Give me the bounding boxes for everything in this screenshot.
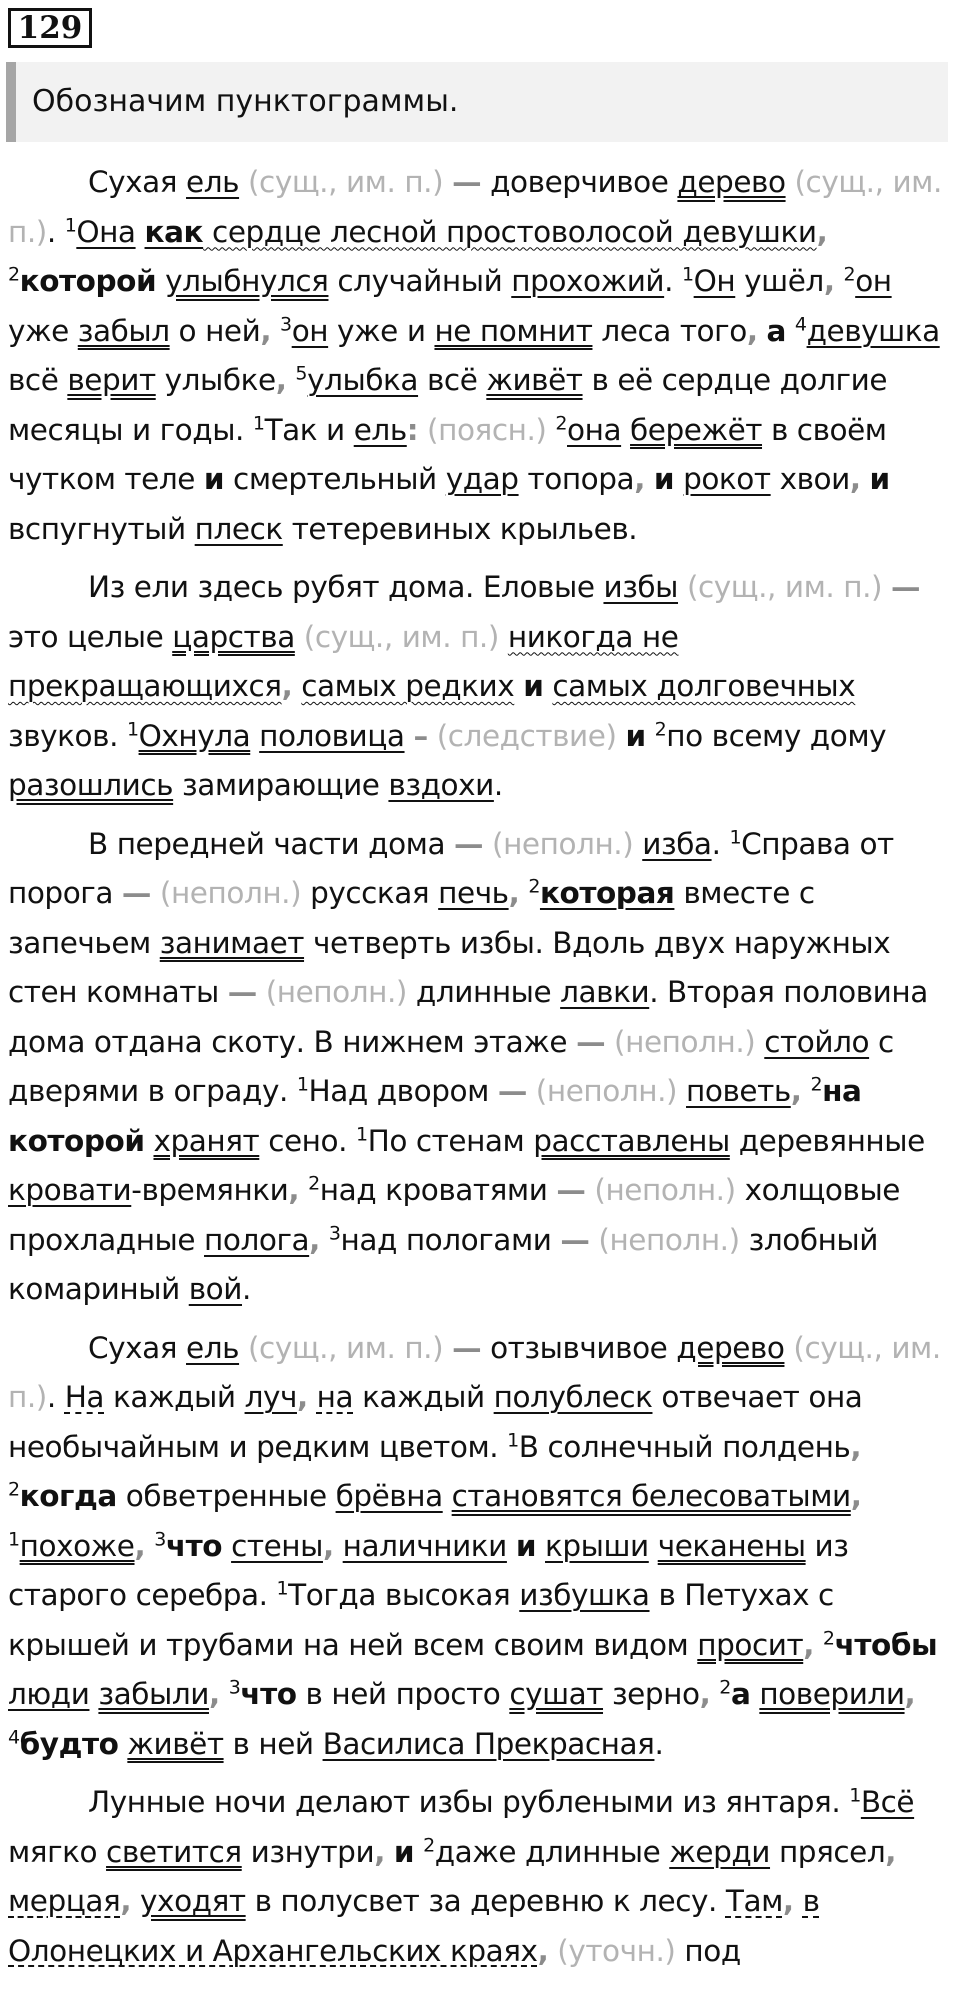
- annotation: (сущ., им. п.): [678, 570, 883, 604]
- annotation: (сущ., им. п.): [239, 1330, 444, 1365]
- text-segment: это целые: [8, 619, 173, 654]
- clause-number: 1: [126, 718, 139, 741]
- text-segment: топора: [518, 462, 635, 496]
- text-segment: хвои: [770, 462, 850, 496]
- text-segment: [514, 669, 523, 703]
- predicate: уходят: [140, 1884, 246, 1918]
- text-segment: изнутри: [241, 1834, 375, 1869]
- text-segment: отзывчивое: [481, 1330, 677, 1365]
- subject: прохожий: [511, 264, 665, 298]
- text-segment: четверть избы. Вдоль двух наружных стен комнаты: [8, 925, 891, 1009]
- text-segment: вспугнутый: [8, 511, 195, 546]
- subject: полога: [204, 1222, 310, 1257]
- clause-number: 2: [822, 1627, 835, 1650]
- text-segment: вместе с запечьем: [8, 876, 815, 960]
- punctuation-mark: ,: [281, 669, 293, 703]
- text-segment: .: [711, 826, 730, 861]
- text-segment: .: [46, 214, 65, 249]
- dash-mark: —: [454, 826, 484, 861]
- text-segment: леса того: [592, 313, 747, 348]
- text-segment: [222, 1529, 231, 1563]
- predicate: бережёт: [630, 412, 763, 447]
- conjunction: и: [523, 669, 544, 703]
- text-segment: по всему дому: [666, 718, 887, 753]
- text-segment: В передней части дома: [88, 826, 455, 861]
- text-segment: [710, 1677, 719, 1711]
- text-segment: [758, 314, 767, 348]
- text-segment: [621, 413, 630, 447]
- text-segment: Сухая: [88, 165, 187, 199]
- text-segment: из старого серебра.: [8, 1528, 849, 1612]
- subject: Василиса Прекрасная: [322, 1726, 655, 1761]
- paragraph: [8, 1778, 952, 1976]
- punctuation-mark: ,: [322, 1528, 334, 1563]
- subject: наличники: [342, 1528, 507, 1563]
- predicate: живёт: [127, 1726, 224, 1761]
- text-segment: [861, 462, 870, 496]
- annotation: (неполн.): [483, 826, 634, 861]
- text-segment: Сухая: [88, 1330, 187, 1365]
- text-segment: .: [493, 768, 503, 802]
- punctuation-mark: ,: [634, 462, 645, 496]
- dash-mark: —: [452, 165, 482, 199]
- text-segment: звуков.: [8, 718, 127, 753]
- predicate: Охнула: [138, 718, 251, 753]
- conjunction: и: [393, 1834, 415, 1869]
- punctuation-mark: ,: [134, 1528, 146, 1563]
- text-segment: смертельный: [224, 462, 446, 496]
- subject: на: [316, 1380, 354, 1414]
- punctuation-mark: ,: [260, 313, 272, 348]
- predicate: разошлись: [8, 768, 174, 802]
- text-segment: всё: [8, 363, 68, 397]
- text-segment: .: [242, 1272, 251, 1306]
- subject: Всё: [860, 1785, 915, 1819]
- text-segment: в Петухах с крышей и трубами на ней всем своим видом: [8, 1578, 834, 1662]
- punctuation-mark: ,: [120, 1884, 132, 1918]
- conjunction: когда: [19, 1479, 117, 1513]
- text-segment: Над двором: [308, 1074, 498, 1108]
- text-segment: обветренные: [116, 1479, 336, 1513]
- punctuation-mark: ,: [850, 1479, 862, 1513]
- text-segment: [750, 1677, 759, 1711]
- clause-number: 1: [729, 826, 742, 849]
- text-segment: [385, 1835, 394, 1869]
- subject: стены: [231, 1528, 323, 1563]
- annotation: (неполн.): [589, 1222, 740, 1257]
- clause-number: 5: [295, 362, 308, 385]
- punctuation-mark: ,: [849, 462, 861, 496]
- annotation: (сущ., им. п.): [239, 165, 444, 199]
- text-segment: Справа от порога: [8, 826, 894, 910]
- punctuation-mark: ,: [885, 1834, 897, 1869]
- dash-mark: —: [556, 1173, 586, 1207]
- subject: она: [567, 412, 622, 447]
- subject: удар: [445, 462, 519, 496]
- punctuation-mark: ,: [374, 1834, 385, 1869]
- punctuation-mark: ,: [275, 363, 287, 397]
- text-segment: над кроватями: [319, 1173, 557, 1207]
- text-segment: [835, 264, 844, 298]
- subject: люди: [8, 1677, 90, 1711]
- text-segment: [443, 165, 452, 199]
- text-segment: каждый: [104, 1380, 245, 1414]
- clause-number: 3: [328, 1222, 341, 1245]
- conjunction: и: [515, 1528, 537, 1563]
- subject: избы: [603, 570, 679, 604]
- clause-number: 1: [8, 1528, 20, 1551]
- clause-number: 1: [296, 1073, 309, 1096]
- punctuation-mark: ,: [850, 1429, 862, 1464]
- conjunction: и: [653, 462, 675, 496]
- clause-number: 1: [64, 214, 77, 237]
- dash-mark: —: [121, 876, 151, 910]
- predicate: забыл: [77, 313, 170, 348]
- subject: брёвна: [335, 1479, 443, 1513]
- text-segment: доверчивое: [481, 165, 678, 199]
- conjunction: что: [240, 1677, 297, 1711]
- text-segment: В солнечный полдень: [518, 1429, 851, 1464]
- text-segment: злобный комариный: [8, 1222, 878, 1306]
- punctuation-mark: ,: [296, 1380, 308, 1414]
- subject: луч: [244, 1380, 297, 1414]
- clause-number: 2: [423, 1834, 435, 1857]
- annotation: (неполн.): [605, 1024, 756, 1059]
- text-segment: длинные: [406, 975, 561, 1009]
- conjunction: чтобы: [834, 1627, 938, 1662]
- text-segment: [320, 1223, 329, 1257]
- text-segment: Лунные ночи делают избы рублеными из янтаря.: [88, 1785, 850, 1819]
- punctuation-mark: ,: [782, 1884, 794, 1918]
- text-segment: [145, 1124, 154, 1158]
- subject: ель: [186, 1330, 240, 1365]
- punctuation-mark: :: [406, 412, 419, 447]
- text-segment: [250, 719, 259, 753]
- text-segment: в её сердце долгие месяцы и годы.: [8, 363, 888, 447]
- text-segment: в ней: [223, 1726, 323, 1761]
- text-segment: . Вторая половина дома отдана скоту. В нижнем этаже: [8, 975, 928, 1059]
- predicate: сушат: [509, 1677, 604, 1711]
- subject: Там: [725, 1884, 783, 1918]
- annotation: (следствие): [427, 718, 617, 753]
- dash-mark: —: [576, 1024, 606, 1059]
- predicate: светится: [106, 1834, 242, 1869]
- annotation: (сущ., им. п.): [294, 619, 499, 654]
- text-segment: [443, 1479, 452, 1513]
- text-segment: уже: [8, 313, 78, 348]
- text-segment: [308, 1380, 317, 1414]
- predicate: дерево: [677, 165, 786, 199]
- clause-number: 2: [654, 718, 667, 741]
- predicate: расставлены: [533, 1123, 730, 1158]
- conjunction: а: [766, 313, 786, 348]
- subject: в Олонецких и Архангельских краях: [8, 1884, 820, 1968]
- text-segment: [674, 462, 683, 496]
- clause-number: 1: [355, 1123, 368, 1146]
- text-segment: [794, 1884, 803, 1918]
- predicate: чеканены: [657, 1528, 806, 1563]
- punctuation-mark: ,: [790, 1074, 802, 1108]
- subject: самых редких: [301, 669, 515, 703]
- predicate: живёт: [486, 363, 583, 397]
- subject: На: [64, 1380, 105, 1414]
- text-segment: Из ели здесь рубят дома. Еловые: [88, 570, 604, 604]
- conjunction: и: [203, 462, 225, 496]
- text-segment: [414, 1835, 423, 1869]
- clause-number: 3: [228, 1676, 241, 1699]
- predicate: не помнит: [434, 313, 593, 348]
- text-segment: [292, 669, 301, 703]
- text-segment: даже длинные: [434, 1834, 670, 1869]
- subject: никогда не прекращающихся: [8, 619, 679, 703]
- punctuation-mark: ,: [288, 1173, 300, 1207]
- clause-number: 2: [8, 263, 20, 286]
- dash-mark: —: [891, 570, 921, 604]
- punctuation-mark: ,: [508, 876, 520, 910]
- text-segment: [519, 876, 528, 910]
- predicate: похоже: [19, 1528, 135, 1563]
- subject: поветь: [686, 1074, 791, 1108]
- subject: он: [855, 264, 892, 298]
- section-header: Обозначим пунктограммы.: [6, 62, 948, 142]
- clause-number: 2: [719, 1676, 731, 1699]
- subject: плеск: [194, 511, 283, 546]
- clause-number: 3: [154, 1528, 166, 1551]
- text-segment: [755, 1025, 764, 1059]
- text-segment: [646, 719, 655, 753]
- predicate: занимает: [159, 925, 305, 960]
- predicate: дерево: [676, 1330, 785, 1365]
- conjunction: что: [165, 1528, 223, 1563]
- clause-number: 1: [276, 1577, 289, 1600]
- punctuation-mark: ,: [816, 214, 828, 249]
- text-segment: [156, 264, 165, 298]
- text-segment: замирающие: [173, 768, 389, 802]
- text-segment: [499, 620, 508, 654]
- subject: печь: [438, 876, 509, 910]
- clause-number: 2: [843, 263, 856, 286]
- clause-number: 2: [308, 1172, 320, 1195]
- text-segment: над пологами: [340, 1222, 561, 1257]
- annotation: (поясн.): [418, 412, 547, 447]
- paragraph: [8, 158, 952, 554]
- predicate: верит: [67, 363, 156, 397]
- dash-mark: —: [560, 1222, 590, 1257]
- annotation: (сущ., им. п.): [8, 1330, 941, 1414]
- dash-mark: —: [497, 1074, 527, 1108]
- text-segment: улыбке: [155, 363, 276, 397]
- text-segment: мягко: [8, 1834, 107, 1869]
- dash-mark: —: [227, 975, 257, 1009]
- predicate: просит: [697, 1627, 804, 1662]
- subject: рокот: [683, 462, 771, 496]
- text-segment: [677, 1074, 686, 1108]
- text-segment: [136, 215, 145, 249]
- text-segment: о ней: [169, 313, 261, 348]
- clause-number: 3: [280, 313, 292, 336]
- predicate: хранят: [153, 1123, 260, 1158]
- conjunction: а: [730, 1677, 751, 1711]
- predicate: поверили: [759, 1677, 905, 1711]
- text-segment: [633, 827, 642, 861]
- clause-number: 2: [555, 412, 568, 435]
- subject: вздохи: [388, 768, 494, 802]
- text-segment: отвечает она необычайным и редким цветом.: [8, 1380, 863, 1464]
- punctuation-mark: ,: [309, 1222, 320, 1257]
- punctuation-mark: ,: [803, 1627, 814, 1662]
- text-segment: тетеревиных крыльев.: [282, 511, 638, 546]
- text-segment: в ней просто: [296, 1677, 510, 1711]
- subject: жерди: [669, 1834, 771, 1869]
- text-segment: [145, 1529, 154, 1563]
- predicate: царства: [172, 619, 295, 654]
- subject: половица: [259, 718, 405, 753]
- punctuation-mark: ,: [537, 1933, 549, 1968]
- text-segment: деревянные: [729, 1123, 925, 1158]
- conjunction: на которой: [8, 1074, 862, 1158]
- predicate: становятся белесоватыми: [451, 1479, 851, 1513]
- predicate: улыбнулся: [165, 264, 329, 298]
- clause-number: 4: [794, 313, 807, 336]
- paragraph: [8, 563, 952, 811]
- text-segment: .: [46, 1380, 65, 1414]
- dash-mark: –: [413, 718, 428, 753]
- text-segment: [645, 462, 654, 496]
- text-segment: с дверями в ограду.: [8, 1024, 894, 1108]
- text-segment: русская: [301, 876, 439, 910]
- clause-number: 4: [8, 1726, 20, 1749]
- subject: ель: [186, 165, 240, 199]
- subject: девушка: [806, 313, 940, 348]
- punctuation-mark: ,: [699, 1677, 711, 1711]
- text-segment: сено.: [259, 1123, 356, 1158]
- clause-number: 2: [8, 1478, 20, 1501]
- subject: он: [291, 313, 329, 348]
- subject: ель: [353, 412, 407, 447]
- text-segment: [271, 314, 280, 348]
- punctuation-mark: ,: [904, 1677, 916, 1711]
- subject: сердце лесной простоволосой девушки: [203, 214, 817, 249]
- conjunction: и: [625, 718, 646, 753]
- subject: лавки: [560, 975, 650, 1009]
- subject: избушка: [519, 1578, 650, 1612]
- clause-number: 2: [528, 875, 540, 898]
- text-segment: ушёл: [735, 264, 824, 298]
- text-segment: [443, 1331, 452, 1365]
- subject: улыбка: [307, 363, 419, 397]
- subject: стойло: [764, 1024, 870, 1059]
- text-segment: случайный: [328, 264, 512, 298]
- annotation: (неполн.): [526, 1074, 678, 1108]
- annotation: (уточн.): [548, 1933, 676, 1968]
- annotation: (неполн.): [256, 975, 407, 1009]
- subject: самых долговечных: [552, 669, 856, 703]
- exercise-text: [8, 158, 952, 1985]
- punctuation-mark: ,: [208, 1677, 220, 1711]
- conjunction: и: [869, 462, 890, 496]
- clause-number: 1: [682, 263, 694, 286]
- clause-number: 2: [810, 1073, 823, 1096]
- paragraph: [8, 1324, 952, 1770]
- text-segment: зерно: [603, 1677, 700, 1711]
- subject: мерцая: [8, 1884, 121, 1918]
- text-segment: Так и: [264, 412, 354, 447]
- text-segment: [334, 1529, 343, 1563]
- text-segment: [882, 570, 891, 604]
- dash-mark: —: [452, 1330, 482, 1365]
- conjunction: которой: [19, 264, 157, 298]
- text-segment: под: [675, 1933, 741, 1968]
- text-segment: [536, 1529, 545, 1563]
- text-segment: в полусвет за деревню к лесу.: [245, 1884, 726, 1918]
- text-segment: [131, 1884, 140, 1918]
- predicate: забыли: [98, 1677, 209, 1711]
- clause-number: 1: [849, 1784, 861, 1807]
- conjunction: будто: [19, 1726, 119, 1761]
- paragraph: [8, 820, 952, 1315]
- text-segment: [299, 1173, 308, 1207]
- text-segment: каждый: [353, 1380, 494, 1414]
- text-segment: -времянки: [131, 1173, 289, 1207]
- punctuation-mark: ,: [746, 313, 758, 348]
- text-segment: всё: [418, 363, 487, 397]
- clause-number: 1: [252, 412, 265, 435]
- text-segment: [649, 1529, 658, 1563]
- text-segment: [507, 1529, 516, 1563]
- text-segment: в своём чутком теле: [8, 412, 887, 496]
- subject: как: [144, 214, 204, 249]
- annotation: (неполн.): [150, 876, 302, 910]
- subject: которая: [539, 876, 675, 910]
- subject: Он: [693, 264, 736, 298]
- annotation: (сущ., им. п.): [8, 165, 942, 249]
- text-segment: Тогда высокая: [288, 1578, 520, 1612]
- text-segment: .: [654, 1726, 664, 1761]
- subject: кровати: [8, 1173, 132, 1207]
- text-segment: [220, 1677, 229, 1711]
- text-segment: холщовые прохладные: [8, 1173, 901, 1257]
- annotation: (неполн.): [585, 1173, 736, 1207]
- task-number: 129: [8, 8, 92, 48]
- subject: изба: [642, 826, 712, 861]
- subject: вой: [188, 1272, 242, 1306]
- subject: крыши: [545, 1528, 649, 1563]
- clause-number: 1: [507, 1429, 519, 1452]
- subject: полублеск: [493, 1380, 653, 1414]
- text-segment: прясел: [770, 1834, 886, 1869]
- text-segment: уже и: [328, 313, 435, 348]
- text-segment: [786, 314, 795, 348]
- text-segment: По стенам: [367, 1123, 534, 1158]
- punctuation-mark: ,: [823, 264, 835, 298]
- text-segment: .: [664, 264, 682, 298]
- text-segment: [814, 1628, 823, 1662]
- subject: Она: [76, 214, 136, 249]
